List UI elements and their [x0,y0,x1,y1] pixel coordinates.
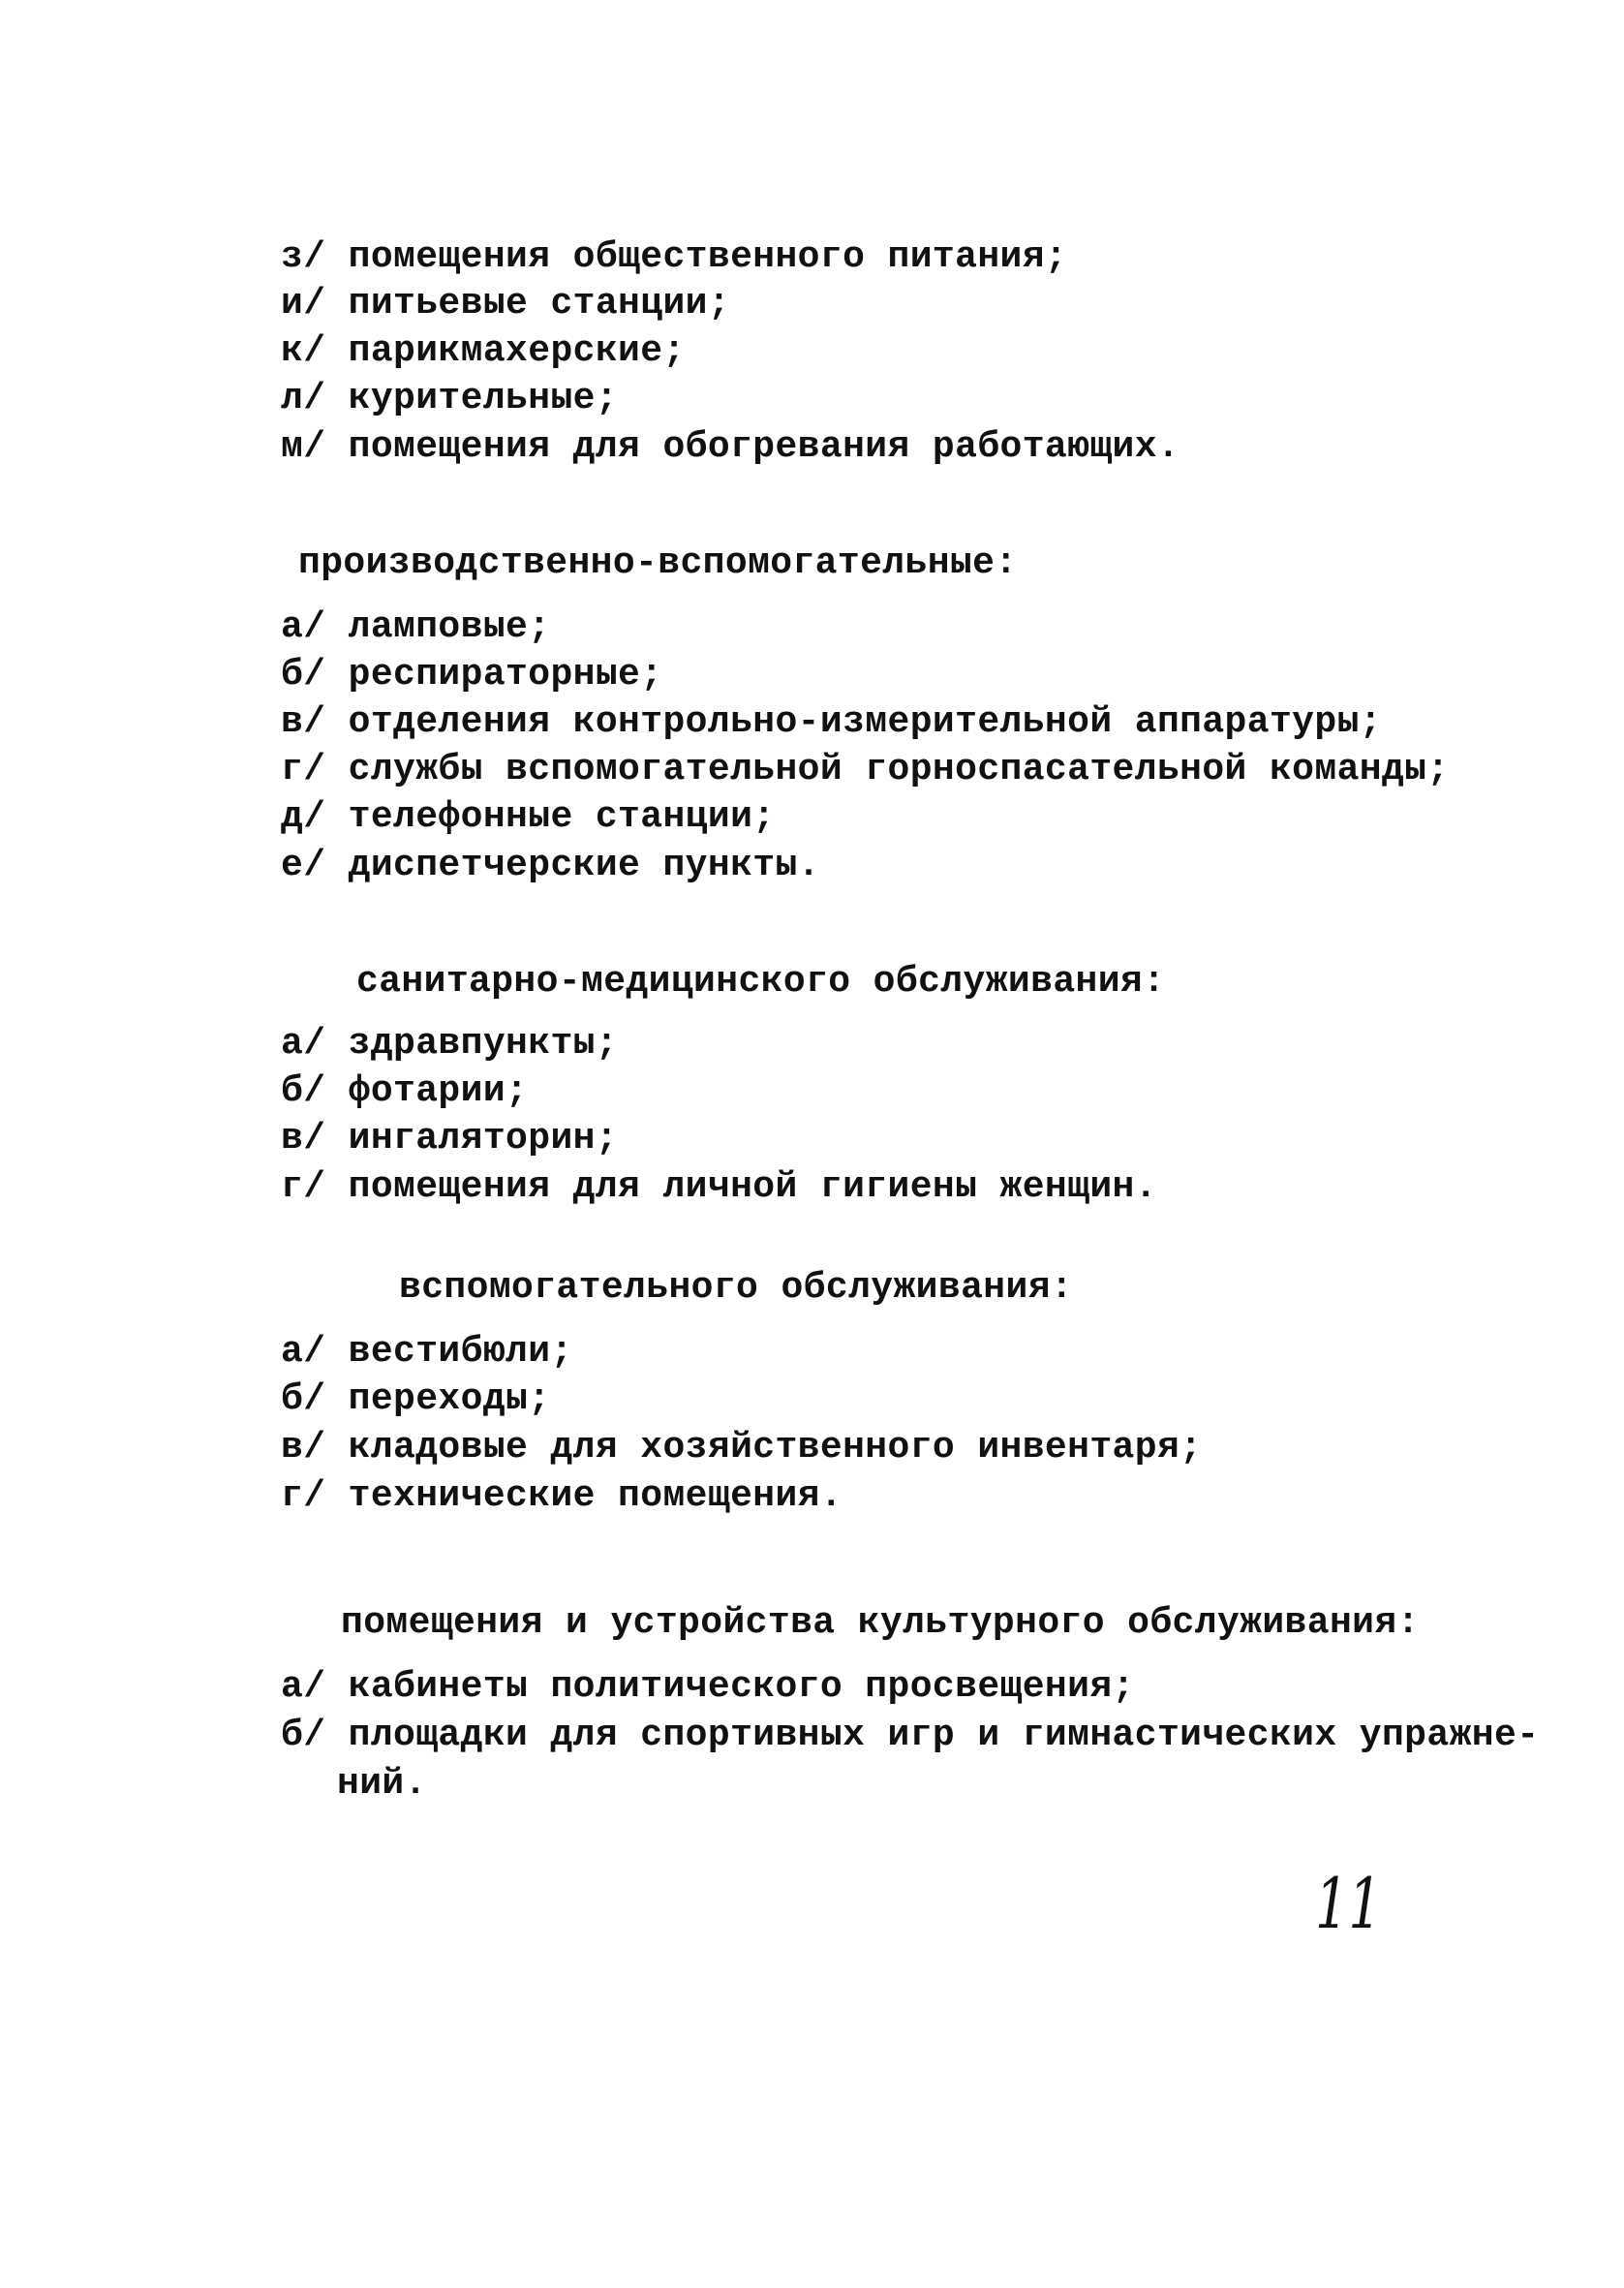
list-item: б/ переходы; [281,1378,551,1420]
list-item: б/ площадки для спортивных игр и гимнастических упражне- [281,1715,1540,1756]
section-heading-cultural: помещения и устройства культурного обслуживания: [341,1602,1420,1644]
list-item: а/ ламповые; [281,606,551,648]
list-item: г/ службы вспомогательной горноспасательной команды; [281,749,1450,790]
list-item: к/ парикмахерские; [281,330,686,372]
list-item: м/ помещения для обогревания работающих. [281,426,1180,468]
list-item: б/ респираторные; [281,654,663,696]
list-item: а/ кабинеты политического просвещения; [281,1666,1135,1708]
list-item: б/ фотарии; [281,1070,529,1112]
list-item: л/ курительные; [281,378,619,419]
list-item: а/ здравпункты; [281,1023,619,1065]
page-number: 11 [1315,1863,1382,1944]
list-item: и/ питьевые станции; [281,283,731,325]
list-item: з/ помещения общественного питания; [281,236,1068,278]
section-heading-production: производственно-вспомогательные: [298,542,1018,584]
list-item: в/ ингаляторин; [281,1118,619,1159]
section-heading-auxiliary: вспомогательного обслуживания: [399,1267,1074,1309]
list-item: г/ технические помещения. [281,1475,843,1517]
list-item: а/ вестибюли; [281,1331,573,1373]
list-item-continuation: ний. [337,1763,427,1805]
list-item: в/ отделения контрольно-измерительной аппаратуры; [281,701,1382,743]
list-item: е/ диспетчерские пункты. [281,845,820,886]
section-heading-sanitary: санитарно-медицинского обслуживания: [356,961,1166,1003]
list-item: д/ телефонные станции; [281,796,776,838]
list-item: в/ кладовые для хозяйственного инвентаря; [281,1427,1203,1469]
list-item: г/ помещения для личной гигиены женщин. [281,1166,1157,1208]
